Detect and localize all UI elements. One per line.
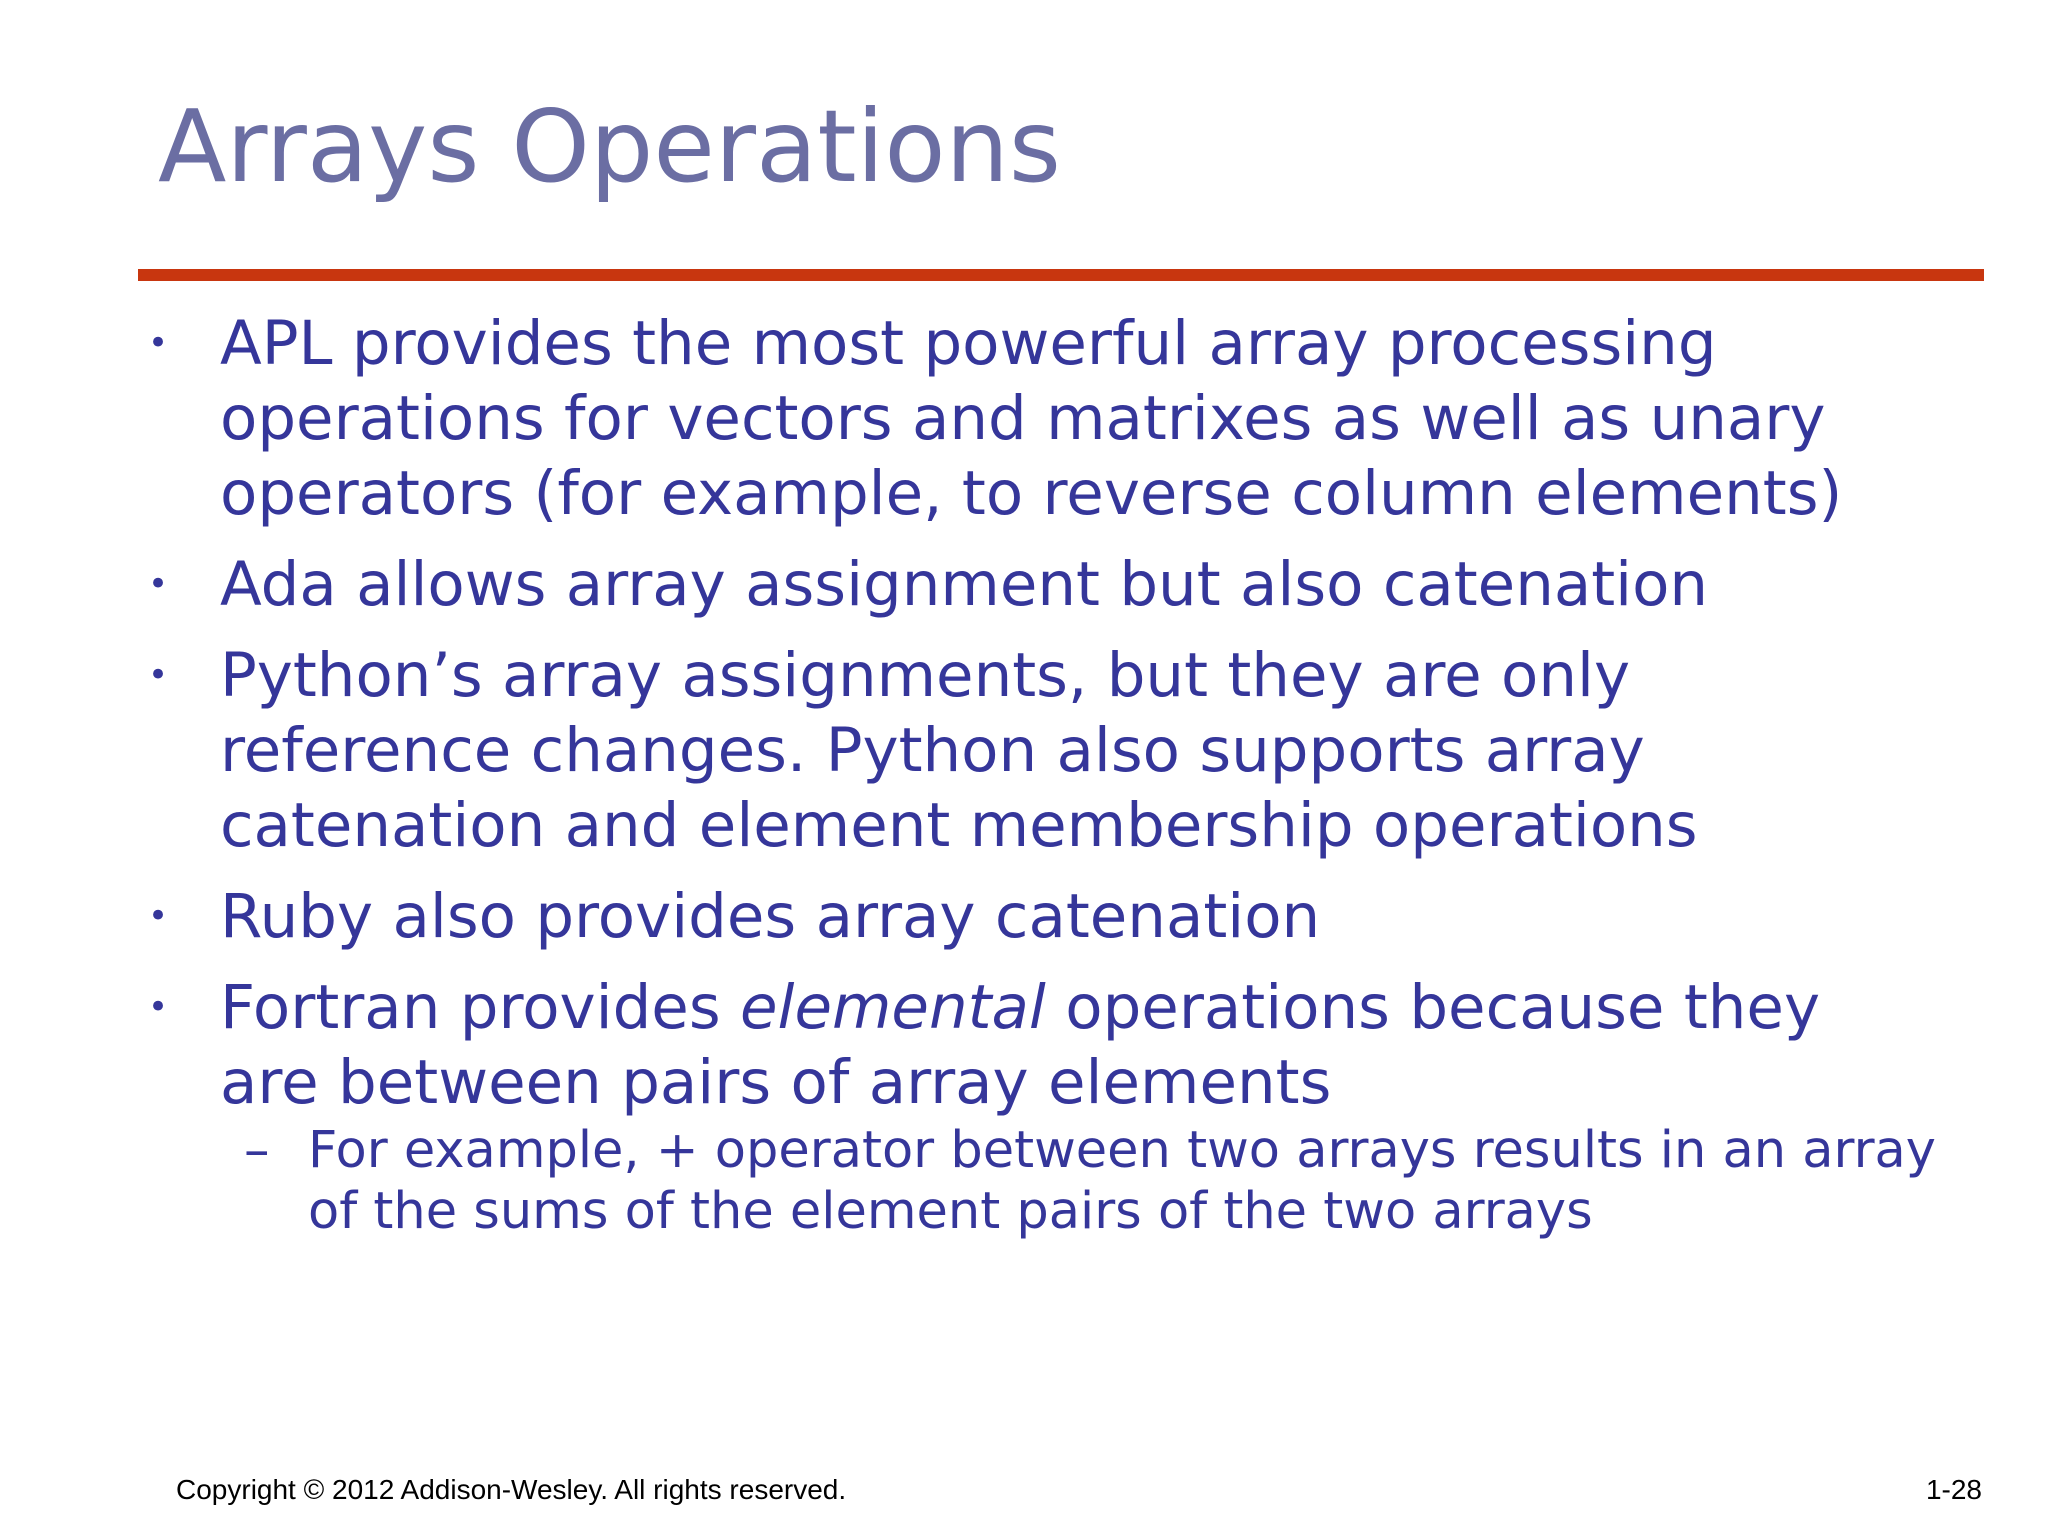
emphasized-term: elemental: [740, 972, 1046, 1043]
bullet-marker: •: [148, 655, 169, 695]
bullet-text: [220, 972, 1820, 1118]
bullet-text: Python’s array assignments, but they are only reference changes. Python also supports array catenation and element membership operations: [220, 640, 1698, 861]
bullet-text: APL provides the most powerful array processing operations for vectors and matrixes as well as unary operators (for example, to reverse column elements): [220, 308, 1843, 529]
sub-bullet-list: [220, 1120, 1938, 1242]
bullet-marker: •: [148, 564, 169, 604]
bullet-item-apl: [148, 306, 1938, 531]
bullet-item-fortran: [148, 970, 1938, 1242]
bullet-marker: •: [148, 323, 169, 363]
bullet-item-ada: [148, 547, 1938, 622]
bullet-item-python: [148, 638, 1938, 863]
bullet-marker: •: [148, 896, 169, 936]
footer-copyright: Copyright © 2012 Addison-Wesley. All rights reserved.: [176, 1474, 847, 1505]
bullet-text: Ada allows array assignment but also catenation: [220, 549, 1709, 620]
bullet-text: Ruby also provides array catenation: [220, 881, 1321, 952]
sub-bullet-text: For example, + operator between two arrays results in an array of the sums of the element pairs of the two arrays: [308, 1121, 1936, 1241]
title-divider: [138, 269, 1984, 281]
bullet-text-lead: Fortran provides: [220, 972, 740, 1043]
footer-page-number: 1-28: [1925, 1474, 1982, 1505]
slide-title: Arrays Operations: [158, 88, 1061, 205]
sub-bullet-item-example: [220, 1120, 1938, 1242]
sub-bullet-marker: –: [244, 1121, 270, 1180]
bullet-text-tail: operations because they are between pairs of array elements: [220, 972, 1821, 1118]
bullet-list: [148, 306, 1938, 1258]
bullet-marker: •: [148, 987, 169, 1027]
bullet-item-ruby: [148, 879, 1938, 954]
